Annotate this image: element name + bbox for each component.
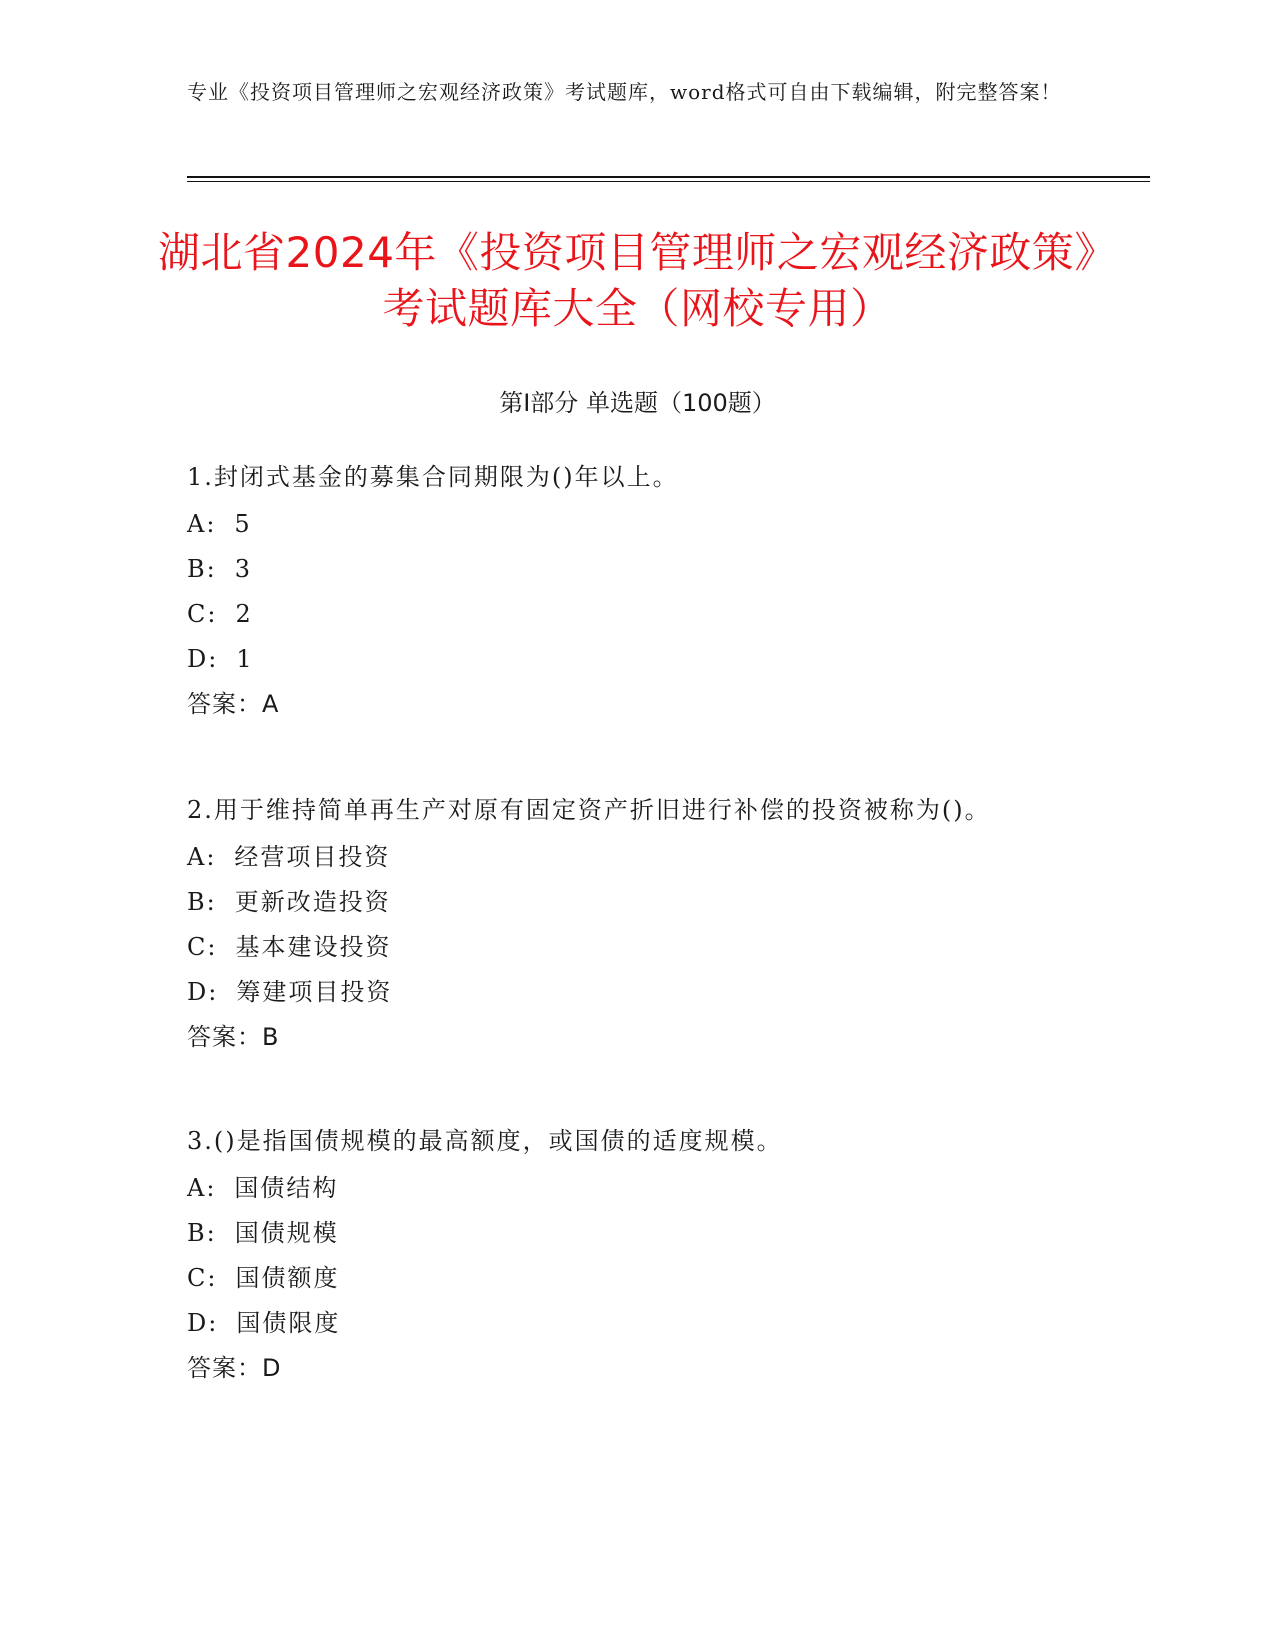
question-1 bbox=[187, 452, 1067, 727]
option-b bbox=[187, 880, 1067, 925]
question-stem: 3.()是指国债规模的最高额度，或国债的适度规模。 bbox=[187, 1127, 783, 1155]
option-text: 2 bbox=[235, 600, 253, 628]
answer: 答案：B bbox=[187, 1023, 280, 1051]
option-b bbox=[187, 547, 1067, 592]
question-2 bbox=[187, 785, 1067, 1060]
answer: 答案：A bbox=[187, 690, 280, 718]
answer: 答案：D bbox=[187, 1354, 282, 1382]
option-d bbox=[187, 637, 1067, 682]
option-text: 国债额度 bbox=[235, 1264, 340, 1292]
option-a bbox=[187, 835, 1067, 880]
option-letter: A: bbox=[187, 510, 217, 538]
option-c bbox=[187, 592, 1067, 637]
option-text: 国债规模 bbox=[234, 1219, 339, 1247]
option-text: 基本建设投资 bbox=[235, 933, 392, 961]
option-letter: C: bbox=[187, 933, 218, 961]
question-3 bbox=[187, 1116, 1067, 1391]
section-title: 第I部分 单选题（100题） bbox=[499, 389, 776, 417]
option-text: 国债结构 bbox=[234, 1174, 339, 1202]
question-stem: 1.封闭式基金的募集合同期限为()年以上。 bbox=[187, 463, 679, 491]
option-letter: C: bbox=[187, 1264, 218, 1292]
option-text: 国债限度 bbox=[236, 1309, 341, 1337]
option-d bbox=[187, 970, 1067, 1015]
option-text: 3 bbox=[234, 555, 253, 583]
option-text: 筹建项目投资 bbox=[236, 978, 393, 1006]
option-text: 更新改造投资 bbox=[234, 888, 391, 916]
option-letter: B: bbox=[187, 555, 217, 583]
option-letter: B: bbox=[187, 888, 217, 916]
document-title: 湖北省2024年《投资项目管理师之宏观经济政策》考试题库大全（网校专用） bbox=[158, 228, 1117, 333]
option-letter: D: bbox=[187, 1309, 219, 1337]
option-c bbox=[187, 925, 1067, 970]
header-divider-thick bbox=[187, 176, 1150, 178]
option-letter: B: bbox=[187, 1219, 217, 1247]
header-note: 专业《投资项目管理师之宏观经济政策》考试题库，word格式可自由下载编辑，附完整答案！ bbox=[187, 80, 1062, 104]
option-text: 经营项目投资 bbox=[234, 843, 391, 871]
option-letter: A: bbox=[187, 1174, 217, 1202]
option-text: 5 bbox=[234, 510, 252, 538]
option-text: 1 bbox=[236, 645, 254, 673]
option-c bbox=[187, 1256, 1067, 1301]
question-stem: 2.用于维持简单再生产对原有固定资产折旧进行补偿的投资被称为()。 bbox=[187, 796, 991, 824]
option-a bbox=[187, 1166, 1067, 1211]
option-a bbox=[187, 502, 1067, 547]
option-d bbox=[187, 1301, 1067, 1346]
header-divider-thin bbox=[187, 181, 1150, 182]
option-letter: D: bbox=[187, 645, 219, 673]
option-letter: C: bbox=[187, 600, 218, 628]
option-letter: A: bbox=[187, 843, 217, 871]
option-b bbox=[187, 1211, 1067, 1256]
option-letter: D: bbox=[187, 978, 219, 1006]
